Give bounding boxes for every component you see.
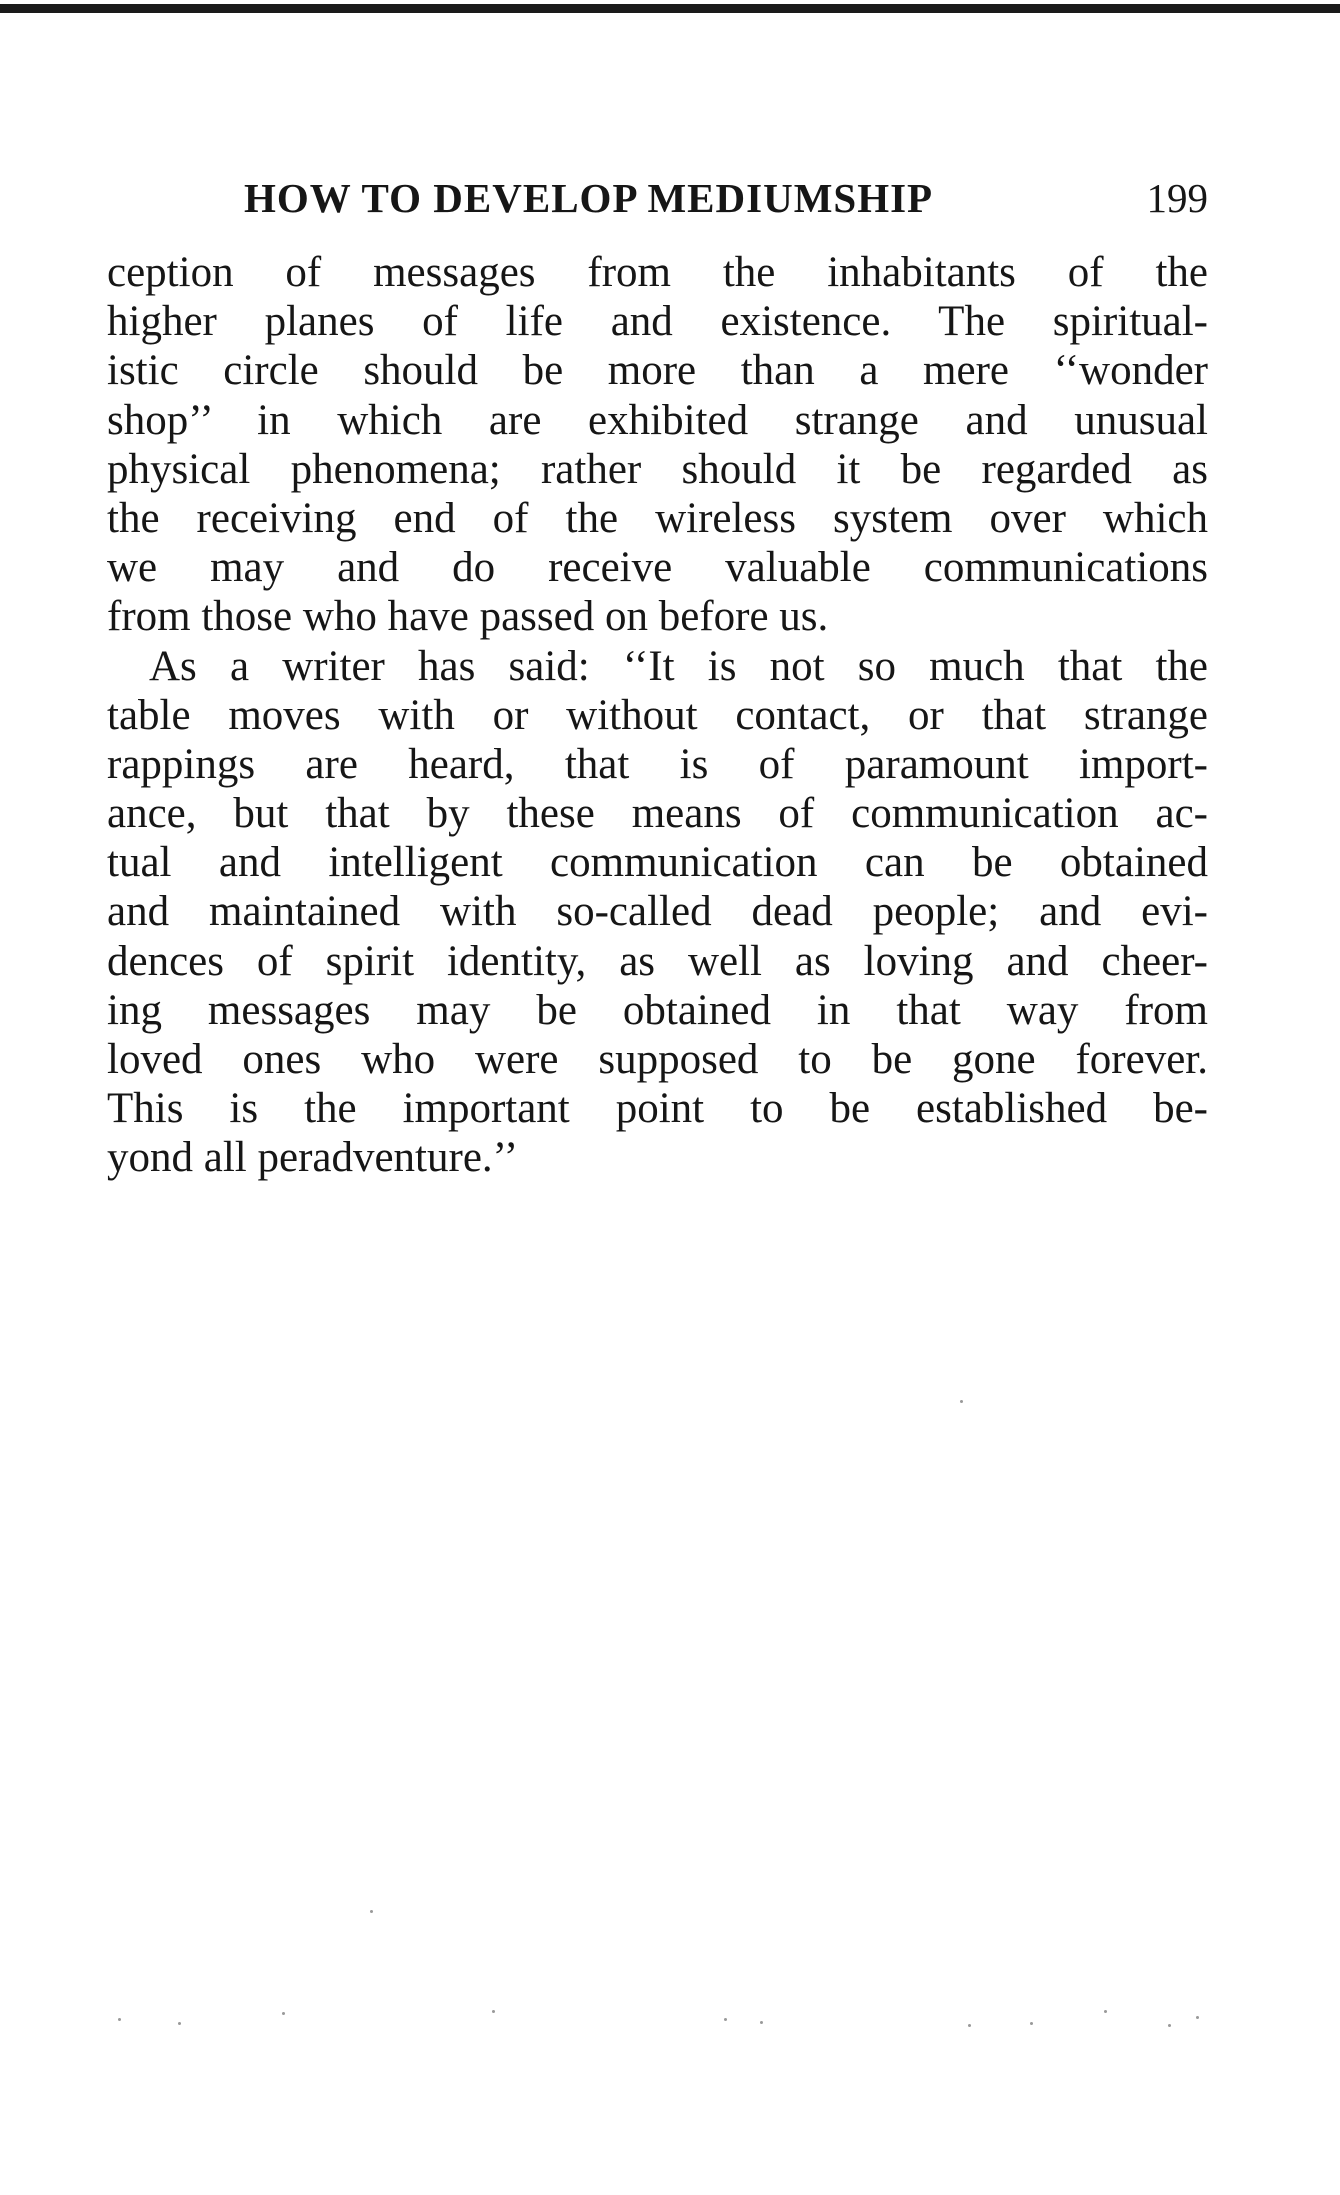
text-line: dences of spirit identity, as well as loving and cheer-	[107, 937, 1208, 985]
scan-speck	[760, 2021, 763, 2024]
text-line: This is the important point to be established be-	[107, 1085, 1208, 1133]
scan-speck	[1196, 2016, 1199, 2019]
running-head	[244, 170, 1208, 226]
scan-speck	[1104, 2010, 1107, 2013]
body-text	[107, 248, 1208, 1183]
scan-speck	[370, 1910, 373, 1913]
text-line: physical phenomena; rather should it be regarded as	[107, 445, 1208, 493]
text-line: we may and do receive valuable communications	[107, 544, 1208, 592]
paragraph-2	[107, 642, 1208, 1183]
text-line: shop’’ in which are exhibited strange and unusual	[107, 396, 1208, 444]
running-title: HOW TO DEVELOP MEDIUMSHIP	[244, 175, 934, 221]
text-line: istic circle should be more than a mere ‘‘wonder	[107, 347, 1208, 395]
text-line: yond all peradventure.’’	[107, 1134, 519, 1182]
text-line: table moves with or without contact, or that strange	[107, 691, 1208, 739]
text-line: higher planes of life and existence. The spiritual-	[107, 298, 1208, 346]
scan-speck	[1030, 2022, 1033, 2025]
text-line: loved ones who were supposed to be gone forever.	[107, 1036, 1208, 1083]
scan-speck	[968, 2024, 971, 2027]
scan-speck	[1168, 2024, 1171, 2027]
text-line: the receiving end of the wireless system over which	[107, 494, 1208, 542]
paragraph-1	[107, 248, 1208, 642]
scan-speck	[724, 2018, 727, 2021]
text-line: ception of messages from the inhabitants of the	[107, 249, 1208, 296]
scan-speck	[492, 2010, 495, 2013]
scan-speck	[960, 1400, 963, 1403]
text-line: ance, but that by these means of communication ac-	[107, 790, 1208, 838]
scan-speck	[178, 2022, 181, 2025]
text-line: and maintained with so-called dead people; and evi-	[107, 888, 1208, 936]
text-line: rappings are heard, that is of paramount import-	[107, 740, 1208, 788]
top-border-rule	[0, 4, 1340, 13]
text-line: As a writer has said: ‘‘It is not so much that the	[149, 642, 1208, 690]
text-line: ing messages may be obtained in that way from	[107, 986, 1208, 1034]
text-line: from those who have passed on before us.	[107, 593, 829, 641]
text-line: tual and intelligent communication can be obtained	[107, 839, 1208, 887]
scan-speck	[118, 2018, 121, 2021]
page-number: 199	[1146, 175, 1208, 221]
scan-speck	[282, 2012, 285, 2015]
